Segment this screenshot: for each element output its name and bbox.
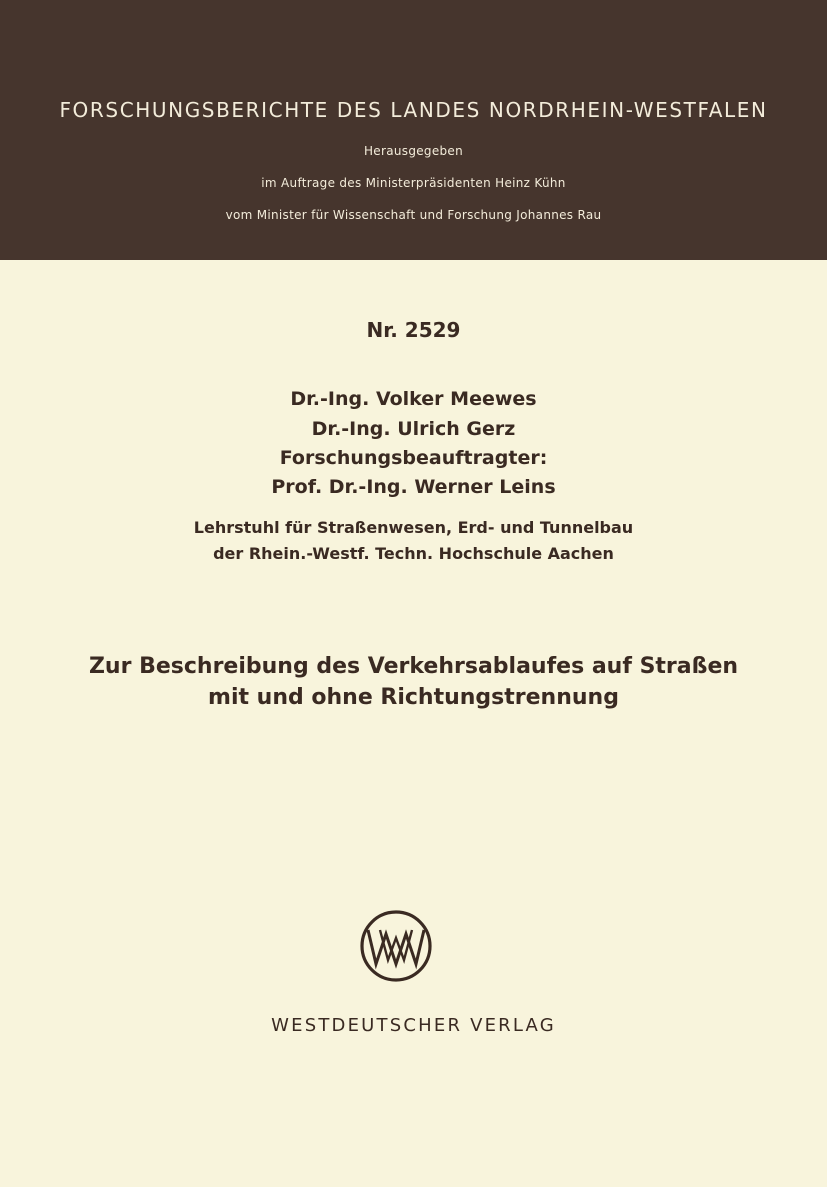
author-1: Dr.-Ing. Volker Meewes: [290, 388, 537, 410]
report-number: Nr. 2529: [366, 318, 461, 342]
ww-circle-logo-icon: [358, 908, 434, 984]
publisher-name: WESTDEUTSCHER VERLAG: [271, 1015, 556, 1036]
work-title-line-1: Zur Beschreibung des Verkehrsablaufes auf Straßen: [88, 654, 739, 679]
series-title: FORSCHUNGSBERICHTE DES LANDES NORDRHEIN-WESTFALEN: [59, 98, 768, 122]
header-band: [0, 0, 827, 260]
editor-line-3: vom Minister für Wissenschaft und Forschung Johannes Rau: [225, 208, 602, 222]
author-2: Dr.-Ing. Ulrich Gerz: [311, 418, 516, 440]
work-title-line-2: mit und ohne Richtungstrennung: [208, 685, 619, 710]
editor-line-1: Herausgegeben: [363, 144, 464, 158]
research-lead-name: Prof. Dr.-Ing. Werner Leins: [271, 476, 556, 498]
institution-line-2: der Rhein.-Westf. Techn. Hochschule Aachen: [213, 544, 614, 563]
research-lead-label: Forschungsbeauftragter:: [279, 447, 548, 469]
institution-line-1: Lehrstuhl für Straßenwesen, Erd- und Tunnelbau: [193, 518, 634, 537]
editor-line-2: im Auftrage des Ministerpräsidenten Heinz Kühn: [261, 176, 566, 190]
